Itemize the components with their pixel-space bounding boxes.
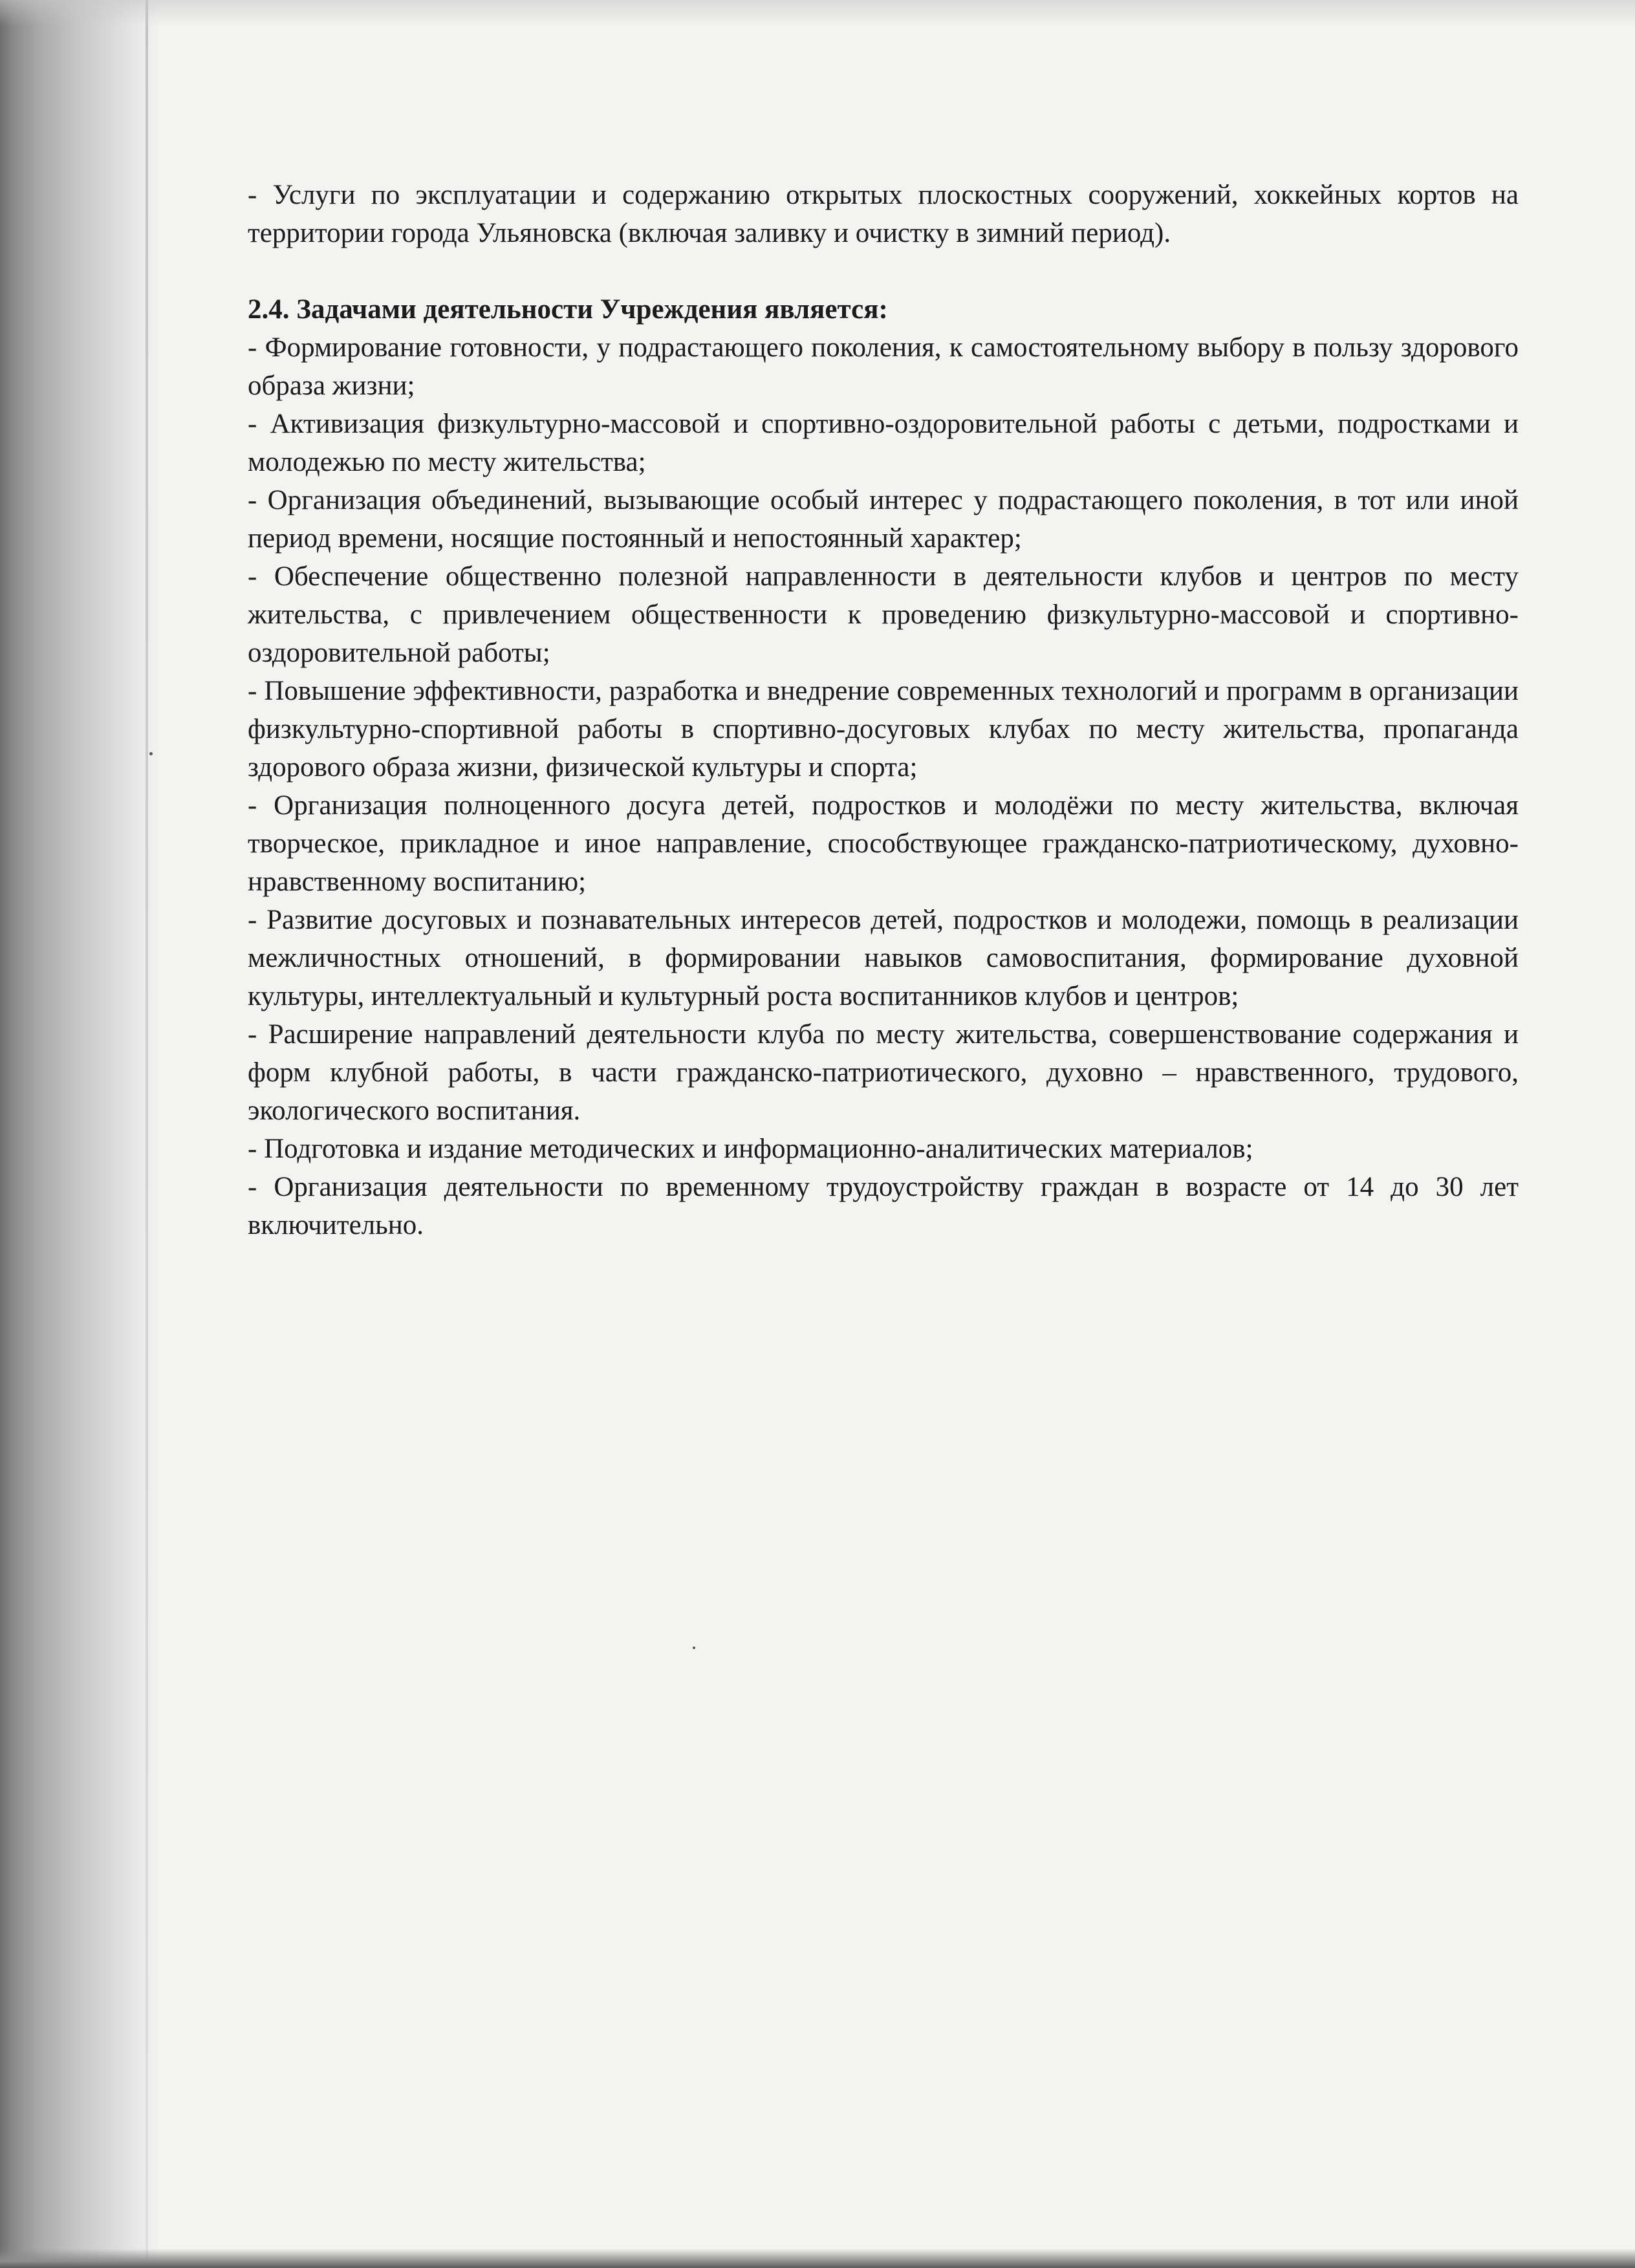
scan-speck <box>149 752 153 755</box>
task-item: - Развитие досуговых и познавательных интересов детей, подростков и молодежи, помощь в реализации межличностных отношений, в формировании навыков самовоспитания, формирование духовной культуры, интеллектуальный и культурный роста воспитанников клубов и центров; <box>248 905 1519 1011</box>
scan-shadow-top <box>0 0 1635 26</box>
scan-shadow-left <box>0 0 162 2268</box>
intro-service-item: - Услуги по эксплуатации и содержанию открытых плоскостных сооружений, хоккейных кортов на территории города Ульяновска (включая заливку и очистку в зимний период). <box>248 180 1519 248</box>
scan-shadow-bottom <box>0 2249 1635 2268</box>
task-item: - Расширение направлений деятельности клуба по месту жительства, совершенствование содержания и форм клубной работы, в части гражданско-патриотического, духовно – нравственного, трудового, экологического воспитания. <box>248 1019 1519 1126</box>
paragraph-gap <box>248 252 1519 290</box>
scan-speck <box>693 1647 695 1649</box>
task-item: - Организация объединений, вызывающие особый интерес у подрастающего поколения, в тот или иной период времени, носящие постоянный и непостоянный характер; <box>248 485 1519 554</box>
task-item: - Организация деятельности по временному трудоустройству граждан в возрасте от 14 до 30 лет включительно. <box>248 1172 1519 1240</box>
task-item: - Активизация физкультурно-массовой и спортивно-оздоровительной работы с детьми, подростками и молодежью по месту жительства; <box>248 409 1519 477</box>
task-item: - Подготовка и издание методических и информационно-аналитических материалов; <box>248 1134 1253 1164</box>
task-item: - Формирование готовности, у подрастающего поколения, к самостоятельному выбору в пользу здорового образа жизни; <box>248 332 1519 401</box>
scan-shadow-line <box>146 0 148 2268</box>
document-page <box>248 176 1519 1244</box>
task-item: - Повышение эффективности, разработка и внедрение современных технологий и программ в организации физкультурно-спортивной работы в спортивно-досуговых клубах по месту жительства, пропаганда здорового образа жизни, физической культуры и спорта; <box>248 676 1519 783</box>
task-item: - Организация полноценного досуга детей, подростков и молодёжи по месту жительства, включая творческое, прикладное и иное направление, способствующее гражданско-патриотическому, духовно-нравственному воспитанию; <box>248 790 1519 897</box>
section-heading: 2.4. Задачами деятельности Учреждения является: <box>248 294 888 325</box>
task-item: - Обеспечение общественно полезной направленности в деятельности клубов и центров по месту жительства, с привлечением общественности к проведению физкультурно-массовой и спортивно-оздоровительной работы; <box>248 561 1519 668</box>
